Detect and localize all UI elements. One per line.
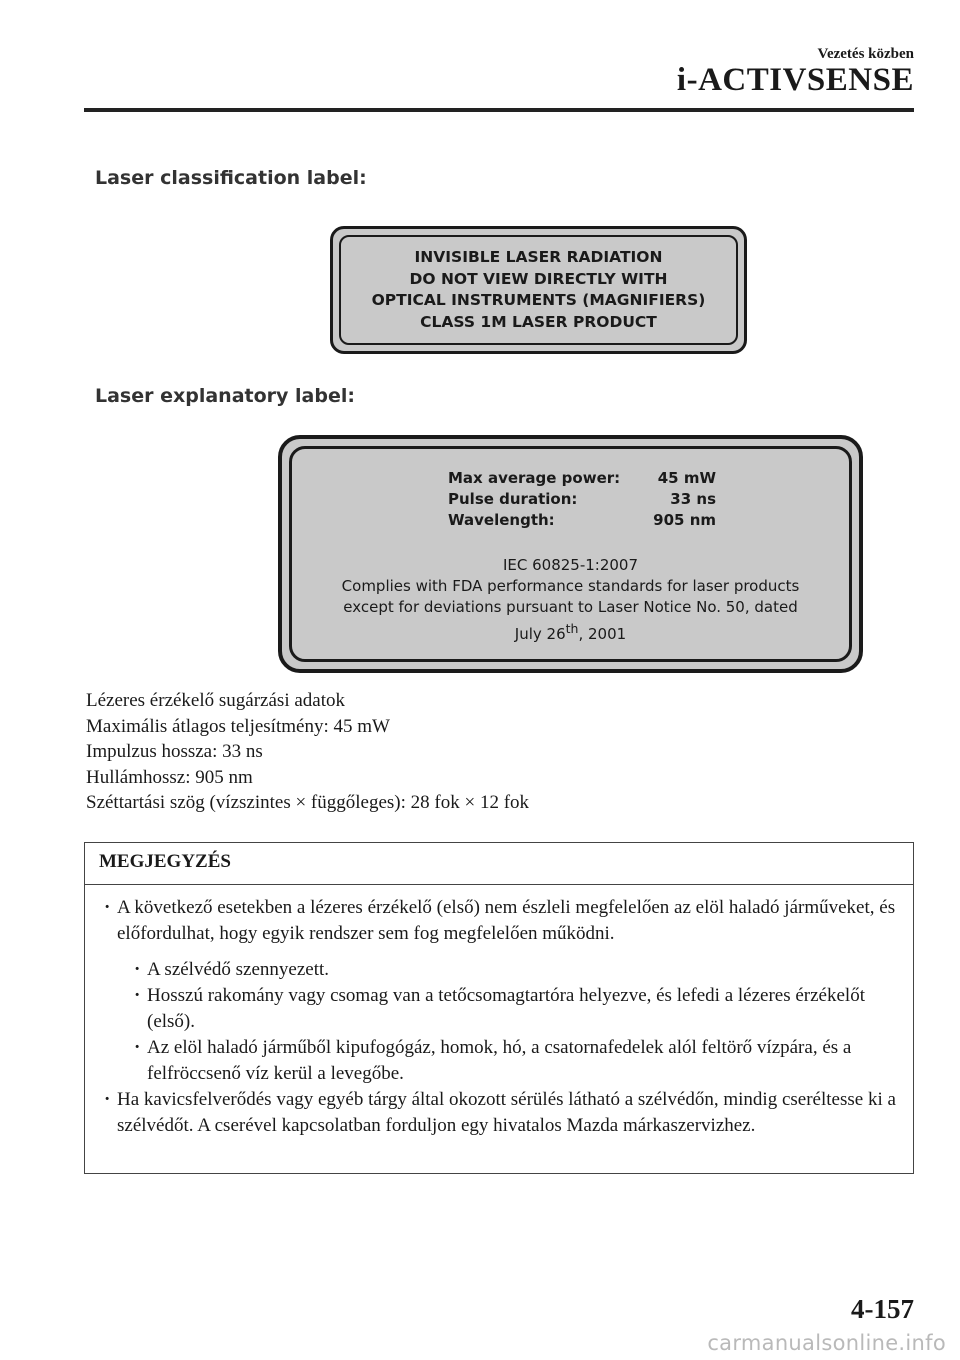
- radiation-data-line: Széttartási szög (vízszintes × függőleges): 28 fok × 12 fok: [86, 792, 530, 813]
- classification-label-heading: Laser classification label:: [95, 167, 367, 189]
- note-body: [85, 885, 913, 1139]
- note-box: [84, 842, 914, 1174]
- classification-line: CLASS 1M LASER PRODUCT: [420, 312, 657, 331]
- page-number: 4-157: [851, 1294, 914, 1324]
- spec-value: 45 mW: [657, 469, 716, 487]
- radiation-data-line: Maximális átlagos teljesítmény: 45 mW: [86, 715, 390, 737]
- classification-line: DO NOT VIEW DIRECTLY WITH: [409, 269, 668, 288]
- radiation-data-title: Lézeres érzékelő sugárzási adatok: [86, 690, 345, 711]
- radiation-data-line: Impulzus hossza: 33 ns: [86, 741, 263, 762]
- note-bullet: · Ha kavicsfelverődés vagy egyéb tárgy által okozott sérülés látható a szélvédőn, mindig cseréltesse ki a szélvédőt. A cserével kapcsolatban forduljon egy hivatalos Mazda márkaszervizhez.: [99, 1087, 899, 1139]
- spec-row-wavelength: [448, 511, 716, 529]
- radiation-data-line: Hullámhossz: 905 nm: [86, 766, 253, 788]
- note-sub-bullet: · A szélvédő szennyezett.: [99, 957, 899, 983]
- note-sub-bullet: · Az elöl haladó járműből kipufogógáz, homok, hó, a csatornafedelek alól feltörő vízpára, és a felfröccsenő víz kerül a levegőbe.: [99, 1035, 899, 1087]
- date-year: , 2001: [578, 625, 627, 643]
- standard-line: IEC 60825-1:2007: [502, 556, 639, 574]
- page-title: i-ACTIVSENSE: [676, 62, 914, 98]
- date-superscript: th: [565, 621, 579, 636]
- classification-line: INVISIBLE LASER RADIATION: [414, 248, 663, 266]
- spec-key: Max average power:: [448, 469, 621, 487]
- spec-row-pulse: [448, 490, 716, 508]
- watermark: carmanualsonline.info: [707, 1331, 946, 1355]
- laser-classification-label: [330, 226, 747, 354]
- spec-key: Pulse duration:: [448, 490, 578, 508]
- standard-line: Complies with FDA performance standards for laser products: [341, 577, 800, 595]
- note-title: MEGJEGYZÉS: [85, 843, 913, 885]
- date-text: July 26: [514, 625, 566, 643]
- radiation-data: [86, 688, 529, 816]
- classification-label-text: [333, 247, 744, 333]
- header-rule: [84, 108, 914, 112]
- spec-value: 33 ns: [670, 490, 716, 508]
- note-bullet: · A következő esetekben a lézeres érzékelő (első) nem észleli megfelelően az elöl haladó járműveket, és előfordulhat, hogy egyik rendszer sem fog megfelelően működni.: [99, 895, 899, 947]
- spec-value: 905 nm: [653, 511, 716, 529]
- laser-explanatory-label: [278, 435, 863, 673]
- spec-row-power: [448, 469, 716, 487]
- note-sub-bullet: · Hosszú rakomány vagy csomag van a tetőcsomagtartóra helyezve, és lefedi a lézeres érzékelőt (első).: [99, 983, 899, 1035]
- standard-date-line: [282, 618, 859, 645]
- classification-line: OPTICAL INSTRUMENTS (MAGNIFIERS): [371, 291, 706, 309]
- standard-line: except for deviations pursuant to Laser Notice No. 50, dated: [343, 598, 798, 616]
- header-section-name: Vezetés közben: [817, 46, 914, 62]
- standard-text: [282, 555, 859, 645]
- spec-key: Wavelength:: [448, 511, 555, 529]
- explanatory-label-heading: Laser explanatory label:: [95, 385, 355, 407]
